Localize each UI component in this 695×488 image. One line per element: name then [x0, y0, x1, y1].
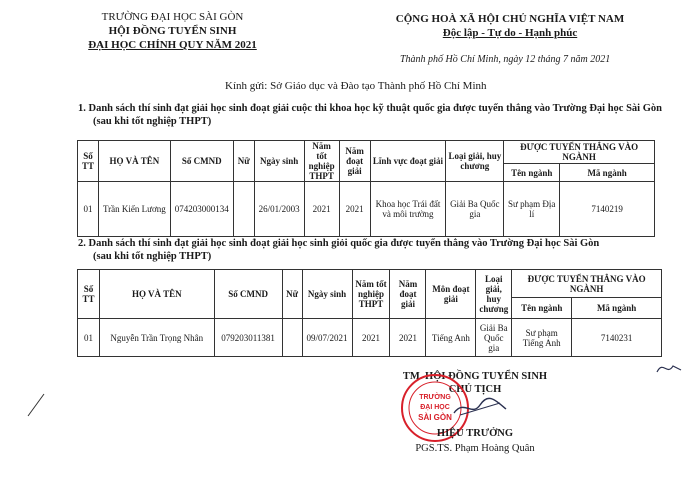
section1-table [77, 140, 655, 237]
cell-major: Sư phạm Tiếng Anh [512, 319, 572, 357]
council-name: HỘI ĐỒNG TUYỂN SINH [108, 25, 237, 37]
national-motto: Độc lập - Tự do - Hạnh phúc [442, 27, 578, 39]
col-name: HỌ VÀ TÊN [98, 141, 170, 182]
cell-prize: Giải Ba Quốc gia [476, 319, 512, 357]
col-name: HỌ VÀ TÊN [99, 270, 214, 319]
section2-title-line2: (sau khi tốt nghiệp THPT) [93, 250, 212, 262]
salutation: Kính gửi: Sở Giáo dục và Đào tạo Thành phố Hồ Chí Minh [225, 80, 487, 92]
signer-title: HIỆU TRƯỞNG [436, 428, 514, 439]
cell-grad-year: 2021 [352, 319, 390, 357]
section2-title [78, 238, 599, 263]
section1-title [78, 103, 662, 128]
cell-stt: 01 [78, 319, 100, 357]
section1-title-line2: (sau khi tốt nghiệp THPT) [93, 115, 212, 127]
col-code: Mã ngành [572, 298, 662, 319]
col-stt: Số TT [78, 141, 99, 182]
col-major: Tên ngành [512, 298, 572, 319]
col-field: Lĩnh vực đoạt giải [370, 141, 446, 182]
section2-title-line1: 2. Danh sách thí sinh đạt giải học sinh đoạt giải học sinh giỏi quốc gia được tuyển thẳng vào Trường Đại học Sài Gòn [78, 238, 600, 249]
section2-table [77, 269, 662, 357]
col-cmnd: Số CMND [170, 141, 233, 182]
table-row [78, 319, 662, 357]
col-prize-year: Năm đoạt giải [390, 270, 426, 319]
signature-org-line2: CHỦ TỊCH [448, 384, 502, 395]
university-name: TRƯỜNG ĐẠI HỌC SÀI GÒN [101, 11, 244, 23]
cell-name: Nguyễn Trần Trọng Nhân [99, 319, 214, 357]
cell-prize-year: 2021 [339, 182, 370, 237]
issuer-block [60, 10, 285, 52]
cell-grad-year: 2021 [304, 182, 339, 237]
document-date: Thành phố Hồ Chí Minh, ngày 12 tháng 7 năm 2021 [400, 54, 611, 65]
cell-gender [233, 182, 254, 237]
cell-major: Sư phạm Địa lí [504, 182, 560, 237]
col-prize: Loại giải, huy chương [446, 141, 504, 182]
cell-field: Khoa học Trái đất và môi trường [370, 182, 446, 237]
col-cmnd: Số CMND [214, 270, 282, 319]
cell-prize-year: 2021 [390, 319, 426, 357]
handwritten-signature [450, 395, 510, 420]
cell-subject: Tiếng Anh [426, 319, 476, 357]
svg-text:TRƯỜNG: TRƯỜNG [419, 394, 451, 401]
section1-title-line1: 1. Danh sách thí sinh đạt giải học sinh đoạt giải cuộc thi khoa học kỹ thuật quốc gia được tuyển thẳng vào Trường Đại học Sài Gòn [78, 103, 662, 114]
cell-name: Trần Kiến Lương [98, 182, 170, 237]
col-code: Mã ngành [560, 164, 655, 182]
col-prize-year: Năm đoạt giải [339, 141, 370, 182]
cell-code: 7140219 [560, 182, 655, 237]
col-admit: ĐƯỢC TUYỂN THẲNG VÀO NGÀNH [504, 141, 655, 164]
cell-dob: 26/01/2003 [254, 182, 304, 237]
col-subject: Môn đoạt giải [426, 270, 476, 319]
col-gender: Nữ [282, 270, 302, 319]
col-admit: ĐƯỢC TUYỂN THẲNG VÀO NGÀNH [512, 270, 662, 298]
table-row [78, 182, 655, 237]
cell-cmnd: 074203000134 [170, 182, 233, 237]
col-major: Tên ngành [504, 164, 560, 182]
svg-text:SÀI GÒN: SÀI GÒN [418, 413, 452, 422]
col-stt: Số TT [78, 270, 100, 319]
col-dob: Ngày sinh [302, 270, 352, 319]
cell-dob: 09/07/2021 [302, 319, 352, 357]
cell-code: 7140231 [572, 319, 662, 357]
country-name: CỘNG HOÀ XÃ HỘI CHỦ NGHĨA VIỆT NAM [395, 13, 625, 25]
cell-prize: Giải Ba Quốc gia [446, 182, 504, 237]
margin-mark [26, 392, 46, 418]
cell-cmnd: 079203011381 [214, 319, 282, 357]
national-header [365, 12, 655, 40]
svg-text:ĐẠI HỌC: ĐẠI HỌC [420, 404, 450, 411]
signature-org-line1: TM. HỘI ĐỒNG TUYỂN SINH [402, 371, 548, 382]
col-dob: Ngày sinh [254, 141, 304, 182]
col-prize: Loại giải, huy chương [476, 270, 512, 319]
col-gender: Nữ [233, 141, 254, 182]
col-grad-year: Năm tốt nghiệp THPT [304, 141, 339, 182]
cell-stt: 01 [78, 182, 99, 237]
cell-gender [282, 319, 302, 357]
initial-mark [655, 358, 683, 378]
program-name: ĐẠI HỌC CHÍNH QUY NĂM 2021 [88, 39, 257, 51]
col-grad-year: Năm tốt nghiệp THPT [352, 270, 390, 319]
signer-name: PGS.TS. Phạm Hoàng Quân [415, 443, 535, 454]
